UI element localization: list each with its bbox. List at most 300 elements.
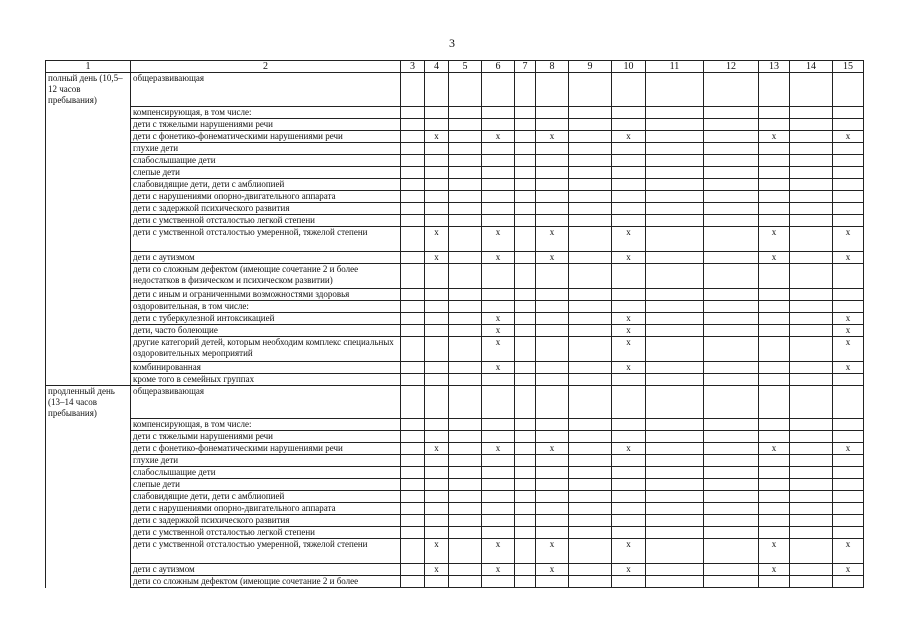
group-category-label: дети с умственной отсталостью умеренной, тяжелой степени bbox=[131, 539, 401, 564]
table-row bbox=[46, 130, 864, 142]
empty-cell bbox=[612, 214, 646, 226]
empty-cell bbox=[449, 443, 482, 455]
empty-cell bbox=[646, 431, 704, 443]
empty-cell bbox=[536, 491, 569, 503]
empty-cell bbox=[646, 226, 704, 251]
empty-cell bbox=[449, 142, 482, 154]
empty-cell bbox=[449, 202, 482, 214]
empty-cell bbox=[482, 491, 515, 503]
x-mark: x bbox=[482, 312, 515, 324]
empty-cell bbox=[646, 527, 704, 539]
empty-cell bbox=[790, 385, 833, 419]
empty-cell bbox=[515, 324, 536, 336]
empty-cell bbox=[449, 251, 482, 263]
group-category-label: слабовидящие дети, дети с амблиопией bbox=[131, 491, 401, 503]
empty-cell bbox=[612, 491, 646, 503]
empty-cell bbox=[515, 154, 536, 166]
x-mark: x bbox=[482, 539, 515, 564]
group-category-label: общеразвивающая bbox=[131, 385, 401, 419]
empty-cell bbox=[569, 73, 612, 107]
empty-cell bbox=[790, 539, 833, 564]
empty-cell bbox=[704, 361, 759, 373]
stay-mode-cell bbox=[46, 431, 131, 443]
empty-cell bbox=[790, 503, 833, 515]
empty-cell bbox=[425, 576, 449, 588]
empty-cell bbox=[482, 385, 515, 419]
empty-cell bbox=[401, 178, 425, 190]
stay-mode-cell bbox=[46, 515, 131, 527]
empty-cell bbox=[425, 202, 449, 214]
empty-cell bbox=[833, 300, 864, 312]
empty-cell bbox=[569, 312, 612, 324]
empty-cell bbox=[536, 385, 569, 419]
stay-mode-cell bbox=[46, 361, 131, 373]
empty-cell bbox=[449, 214, 482, 226]
empty-cell bbox=[790, 491, 833, 503]
x-mark: x bbox=[425, 251, 449, 263]
empty-cell bbox=[704, 576, 759, 588]
empty-cell bbox=[833, 479, 864, 491]
empty-cell bbox=[790, 373, 833, 385]
group-category-label: дети с умственной отсталостью легкой степени bbox=[131, 214, 401, 226]
empty-cell bbox=[646, 166, 704, 178]
empty-cell bbox=[449, 385, 482, 419]
empty-cell bbox=[569, 288, 612, 300]
empty-cell bbox=[536, 431, 569, 443]
empty-cell bbox=[790, 336, 833, 361]
table-row bbox=[46, 373, 864, 385]
empty-cell bbox=[646, 503, 704, 515]
empty-cell bbox=[790, 202, 833, 214]
group-category-label: дети со сложным дефектом (имеющие сочетание 2 и более bbox=[131, 576, 401, 588]
stay-mode-cell bbox=[46, 300, 131, 312]
empty-cell bbox=[401, 312, 425, 324]
empty-cell bbox=[790, 263, 833, 288]
empty-cell bbox=[536, 106, 569, 118]
empty-cell bbox=[833, 491, 864, 503]
empty-cell bbox=[401, 479, 425, 491]
empty-cell bbox=[449, 515, 482, 527]
empty-cell bbox=[704, 202, 759, 214]
empty-cell bbox=[515, 130, 536, 142]
empty-cell bbox=[759, 312, 790, 324]
empty-cell bbox=[401, 73, 425, 107]
empty-cell bbox=[646, 385, 704, 419]
x-mark: x bbox=[612, 361, 646, 373]
stay-mode-cell bbox=[46, 443, 131, 455]
empty-cell bbox=[704, 142, 759, 154]
x-mark: x bbox=[612, 251, 646, 263]
x-mark: x bbox=[482, 361, 515, 373]
empty-cell bbox=[536, 263, 569, 288]
group-category-label: кроме того в семейных группах bbox=[131, 373, 401, 385]
empty-cell bbox=[425, 336, 449, 361]
empty-cell bbox=[759, 479, 790, 491]
group-category-label: дети с нарушениями опорно-двигательного аппарата bbox=[131, 503, 401, 515]
empty-cell bbox=[515, 73, 536, 107]
empty-cell bbox=[759, 503, 790, 515]
group-category-label: дети с тяжелыми нарушениями речи bbox=[131, 431, 401, 443]
empty-cell bbox=[646, 288, 704, 300]
empty-cell bbox=[482, 214, 515, 226]
empty-cell bbox=[482, 178, 515, 190]
empty-cell bbox=[515, 336, 536, 361]
empty-cell bbox=[759, 73, 790, 107]
empty-cell bbox=[515, 576, 536, 588]
empty-cell bbox=[515, 419, 536, 431]
empty-cell bbox=[790, 214, 833, 226]
empty-cell bbox=[833, 503, 864, 515]
empty-cell bbox=[759, 190, 790, 202]
empty-cell bbox=[646, 336, 704, 361]
empty-cell bbox=[425, 300, 449, 312]
empty-cell bbox=[401, 190, 425, 202]
group-category-label: комбинированная bbox=[131, 361, 401, 373]
empty-cell bbox=[536, 178, 569, 190]
empty-cell bbox=[612, 106, 646, 118]
empty-cell bbox=[401, 527, 425, 539]
x-mark: x bbox=[425, 443, 449, 455]
stay-mode-cell bbox=[46, 491, 131, 503]
empty-cell bbox=[704, 467, 759, 479]
empty-cell bbox=[833, 455, 864, 467]
empty-cell bbox=[704, 373, 759, 385]
empty-cell bbox=[790, 142, 833, 154]
empty-cell bbox=[401, 419, 425, 431]
empty-cell bbox=[612, 300, 646, 312]
x-mark: x bbox=[759, 539, 790, 564]
empty-cell bbox=[833, 154, 864, 166]
empty-cell bbox=[759, 419, 790, 431]
empty-cell bbox=[536, 503, 569, 515]
empty-cell bbox=[759, 515, 790, 527]
empty-cell bbox=[569, 130, 612, 142]
empty-cell bbox=[612, 373, 646, 385]
empty-cell bbox=[482, 288, 515, 300]
column-number: 10 bbox=[612, 61, 646, 73]
empty-cell bbox=[425, 166, 449, 178]
empty-cell bbox=[646, 515, 704, 527]
empty-cell bbox=[833, 142, 864, 154]
empty-cell bbox=[425, 73, 449, 107]
empty-cell bbox=[612, 154, 646, 166]
group-category-label: дети с умственной отсталостью умеренной, тяжелой степени bbox=[131, 226, 401, 251]
column-number: 8 bbox=[536, 61, 569, 73]
empty-cell bbox=[401, 336, 425, 361]
empty-cell bbox=[449, 166, 482, 178]
stay-mode-cell bbox=[46, 324, 131, 336]
empty-cell bbox=[401, 118, 425, 130]
stay-mode-cell bbox=[46, 154, 131, 166]
empty-cell bbox=[449, 300, 482, 312]
empty-cell bbox=[612, 576, 646, 588]
stay-mode-cell bbox=[46, 312, 131, 324]
empty-cell bbox=[536, 361, 569, 373]
x-mark: x bbox=[536, 564, 569, 576]
empty-cell bbox=[569, 361, 612, 373]
empty-cell bbox=[704, 336, 759, 361]
stay-mode-cell bbox=[46, 118, 131, 130]
x-mark: x bbox=[833, 324, 864, 336]
empty-cell bbox=[704, 288, 759, 300]
empty-cell bbox=[646, 373, 704, 385]
table-row bbox=[46, 154, 864, 166]
empty-cell bbox=[515, 491, 536, 503]
empty-cell bbox=[536, 527, 569, 539]
empty-cell bbox=[536, 467, 569, 479]
x-mark: x bbox=[833, 361, 864, 373]
empty-cell bbox=[612, 515, 646, 527]
empty-cell bbox=[790, 130, 833, 142]
stay-mode-cell bbox=[46, 178, 131, 190]
empty-cell bbox=[515, 263, 536, 288]
empty-cell bbox=[515, 455, 536, 467]
x-mark: x bbox=[482, 336, 515, 361]
empty-cell bbox=[790, 106, 833, 118]
empty-cell bbox=[759, 106, 790, 118]
empty-cell bbox=[569, 527, 612, 539]
empty-cell bbox=[536, 324, 569, 336]
table-row bbox=[46, 312, 864, 324]
empty-cell bbox=[482, 373, 515, 385]
empty-cell bbox=[646, 251, 704, 263]
empty-cell bbox=[536, 312, 569, 324]
empty-cell bbox=[515, 361, 536, 373]
x-mark: x bbox=[536, 251, 569, 263]
empty-cell bbox=[790, 455, 833, 467]
empty-cell bbox=[449, 226, 482, 251]
empty-cell bbox=[536, 455, 569, 467]
x-mark: x bbox=[536, 226, 569, 251]
empty-cell bbox=[401, 515, 425, 527]
column-number: 12 bbox=[704, 61, 759, 73]
stay-mode-cell bbox=[46, 263, 131, 288]
empty-cell bbox=[425, 190, 449, 202]
x-mark: x bbox=[833, 564, 864, 576]
empty-cell bbox=[569, 455, 612, 467]
empty-cell bbox=[536, 214, 569, 226]
group-category-label: дети с аутизмом bbox=[131, 564, 401, 576]
stay-mode-cell bbox=[46, 419, 131, 431]
empty-cell bbox=[449, 576, 482, 588]
empty-cell bbox=[449, 455, 482, 467]
empty-cell bbox=[646, 467, 704, 479]
empty-cell bbox=[569, 503, 612, 515]
table-body bbox=[46, 61, 864, 588]
empty-cell bbox=[482, 527, 515, 539]
empty-cell bbox=[790, 154, 833, 166]
x-mark: x bbox=[536, 539, 569, 564]
column-number: 3 bbox=[401, 61, 425, 73]
group-category-label: слепые дети bbox=[131, 166, 401, 178]
empty-cell bbox=[704, 300, 759, 312]
x-mark: x bbox=[759, 130, 790, 142]
group-category-label: дети с туберкулезной интоксикацией bbox=[131, 312, 401, 324]
column-number: 14 bbox=[790, 61, 833, 73]
x-mark: x bbox=[425, 539, 449, 564]
empty-cell bbox=[515, 527, 536, 539]
empty-cell bbox=[425, 503, 449, 515]
empty-cell bbox=[482, 263, 515, 288]
x-mark: x bbox=[833, 443, 864, 455]
empty-cell bbox=[401, 324, 425, 336]
empty-cell bbox=[790, 166, 833, 178]
empty-cell bbox=[515, 178, 536, 190]
empty-cell bbox=[646, 300, 704, 312]
column-number: 4 bbox=[425, 61, 449, 73]
group-category-label: дети с фонетико-фонематическими нарушениями речи bbox=[131, 130, 401, 142]
empty-cell bbox=[612, 166, 646, 178]
stay-mode-cell bbox=[46, 202, 131, 214]
empty-cell bbox=[646, 190, 704, 202]
empty-cell bbox=[833, 178, 864, 190]
empty-cell bbox=[646, 419, 704, 431]
empty-cell bbox=[612, 142, 646, 154]
empty-cell bbox=[401, 361, 425, 373]
empty-cell bbox=[646, 142, 704, 154]
empty-cell bbox=[790, 576, 833, 588]
empty-cell bbox=[759, 336, 790, 361]
empty-cell bbox=[536, 190, 569, 202]
empty-cell bbox=[759, 154, 790, 166]
table-row bbox=[46, 576, 864, 588]
stay-mode-cell bbox=[46, 106, 131, 118]
empty-cell bbox=[401, 373, 425, 385]
empty-cell bbox=[401, 491, 425, 503]
empty-cell bbox=[833, 202, 864, 214]
empty-cell bbox=[515, 288, 536, 300]
stay-mode-cell bbox=[46, 214, 131, 226]
empty-cell bbox=[449, 130, 482, 142]
empty-cell bbox=[704, 479, 759, 491]
empty-cell bbox=[425, 312, 449, 324]
empty-cell bbox=[515, 373, 536, 385]
x-mark: x bbox=[612, 564, 646, 576]
empty-cell bbox=[515, 300, 536, 312]
stay-mode-cell bbox=[46, 503, 131, 515]
empty-cell bbox=[704, 190, 759, 202]
table-row bbox=[46, 178, 864, 190]
x-mark: x bbox=[482, 443, 515, 455]
empty-cell bbox=[759, 202, 790, 214]
empty-cell bbox=[401, 539, 425, 564]
empty-cell bbox=[515, 312, 536, 324]
empty-cell bbox=[833, 263, 864, 288]
empty-cell bbox=[704, 491, 759, 503]
empty-cell bbox=[425, 479, 449, 491]
empty-cell bbox=[515, 503, 536, 515]
empty-cell bbox=[425, 263, 449, 288]
stay-mode-cell bbox=[46, 142, 131, 154]
empty-cell bbox=[569, 226, 612, 251]
empty-cell bbox=[449, 503, 482, 515]
empty-cell bbox=[569, 300, 612, 312]
x-mark: x bbox=[833, 226, 864, 251]
empty-cell bbox=[482, 419, 515, 431]
group-category-label: дети с задержкой психического развития bbox=[131, 202, 401, 214]
empty-cell bbox=[612, 419, 646, 431]
group-category-label: дети с иным и ограниченными возможностями здоровья bbox=[131, 288, 401, 300]
empty-cell bbox=[482, 431, 515, 443]
x-mark: x bbox=[759, 251, 790, 263]
page-number: 3 bbox=[449, 36, 455, 50]
x-mark: x bbox=[612, 443, 646, 455]
empty-cell bbox=[401, 431, 425, 443]
empty-cell bbox=[833, 527, 864, 539]
table-row bbox=[46, 385, 864, 419]
x-mark: x bbox=[482, 130, 515, 142]
stay-mode-label: продленный день (13–14 часов пребывания) bbox=[46, 385, 131, 419]
empty-cell bbox=[515, 385, 536, 419]
table-row bbox=[46, 202, 864, 214]
group-category-label: дети с умственной отсталостью легкой степени bbox=[131, 527, 401, 539]
empty-cell bbox=[449, 324, 482, 336]
empty-cell bbox=[425, 527, 449, 539]
group-category-label: дети с задержкой психического развития bbox=[131, 515, 401, 527]
empty-cell bbox=[401, 576, 425, 588]
stay-mode-cell bbox=[46, 479, 131, 491]
empty-cell bbox=[833, 576, 864, 588]
empty-cell bbox=[482, 190, 515, 202]
empty-cell bbox=[449, 539, 482, 564]
empty-cell bbox=[425, 419, 449, 431]
x-mark: x bbox=[759, 564, 790, 576]
empty-cell bbox=[401, 455, 425, 467]
empty-cell bbox=[449, 106, 482, 118]
empty-cell bbox=[515, 467, 536, 479]
empty-cell bbox=[704, 226, 759, 251]
empty-cell bbox=[704, 106, 759, 118]
empty-cell bbox=[425, 455, 449, 467]
empty-cell bbox=[833, 373, 864, 385]
empty-cell bbox=[790, 73, 833, 107]
stay-mode-cell bbox=[46, 373, 131, 385]
empty-cell bbox=[646, 491, 704, 503]
empty-cell bbox=[482, 154, 515, 166]
empty-cell bbox=[449, 154, 482, 166]
empty-cell bbox=[425, 214, 449, 226]
empty-cell bbox=[401, 106, 425, 118]
empty-cell bbox=[401, 226, 425, 251]
empty-cell bbox=[536, 576, 569, 588]
empty-cell bbox=[704, 166, 759, 178]
empty-cell bbox=[536, 202, 569, 214]
empty-cell bbox=[425, 385, 449, 419]
column-number: 7 bbox=[515, 61, 536, 73]
empty-cell bbox=[449, 527, 482, 539]
x-mark: x bbox=[482, 324, 515, 336]
empty-cell bbox=[425, 491, 449, 503]
empty-cell bbox=[704, 251, 759, 263]
empty-cell bbox=[759, 373, 790, 385]
group-category-label: дети с фонетико-фонематическими нарушениями речи bbox=[131, 443, 401, 455]
empty-cell bbox=[704, 455, 759, 467]
empty-cell bbox=[449, 190, 482, 202]
empty-cell bbox=[482, 202, 515, 214]
empty-cell bbox=[569, 539, 612, 564]
empty-cell bbox=[646, 73, 704, 107]
empty-cell bbox=[612, 431, 646, 443]
table-row bbox=[46, 336, 864, 361]
group-category-label: оздоровительная, в том числе: bbox=[131, 300, 401, 312]
empty-cell bbox=[425, 431, 449, 443]
empty-cell bbox=[790, 288, 833, 300]
empty-cell bbox=[536, 373, 569, 385]
column-number: 5 bbox=[449, 61, 482, 73]
stay-mode-cell bbox=[46, 467, 131, 479]
empty-cell bbox=[536, 515, 569, 527]
empty-cell bbox=[449, 178, 482, 190]
